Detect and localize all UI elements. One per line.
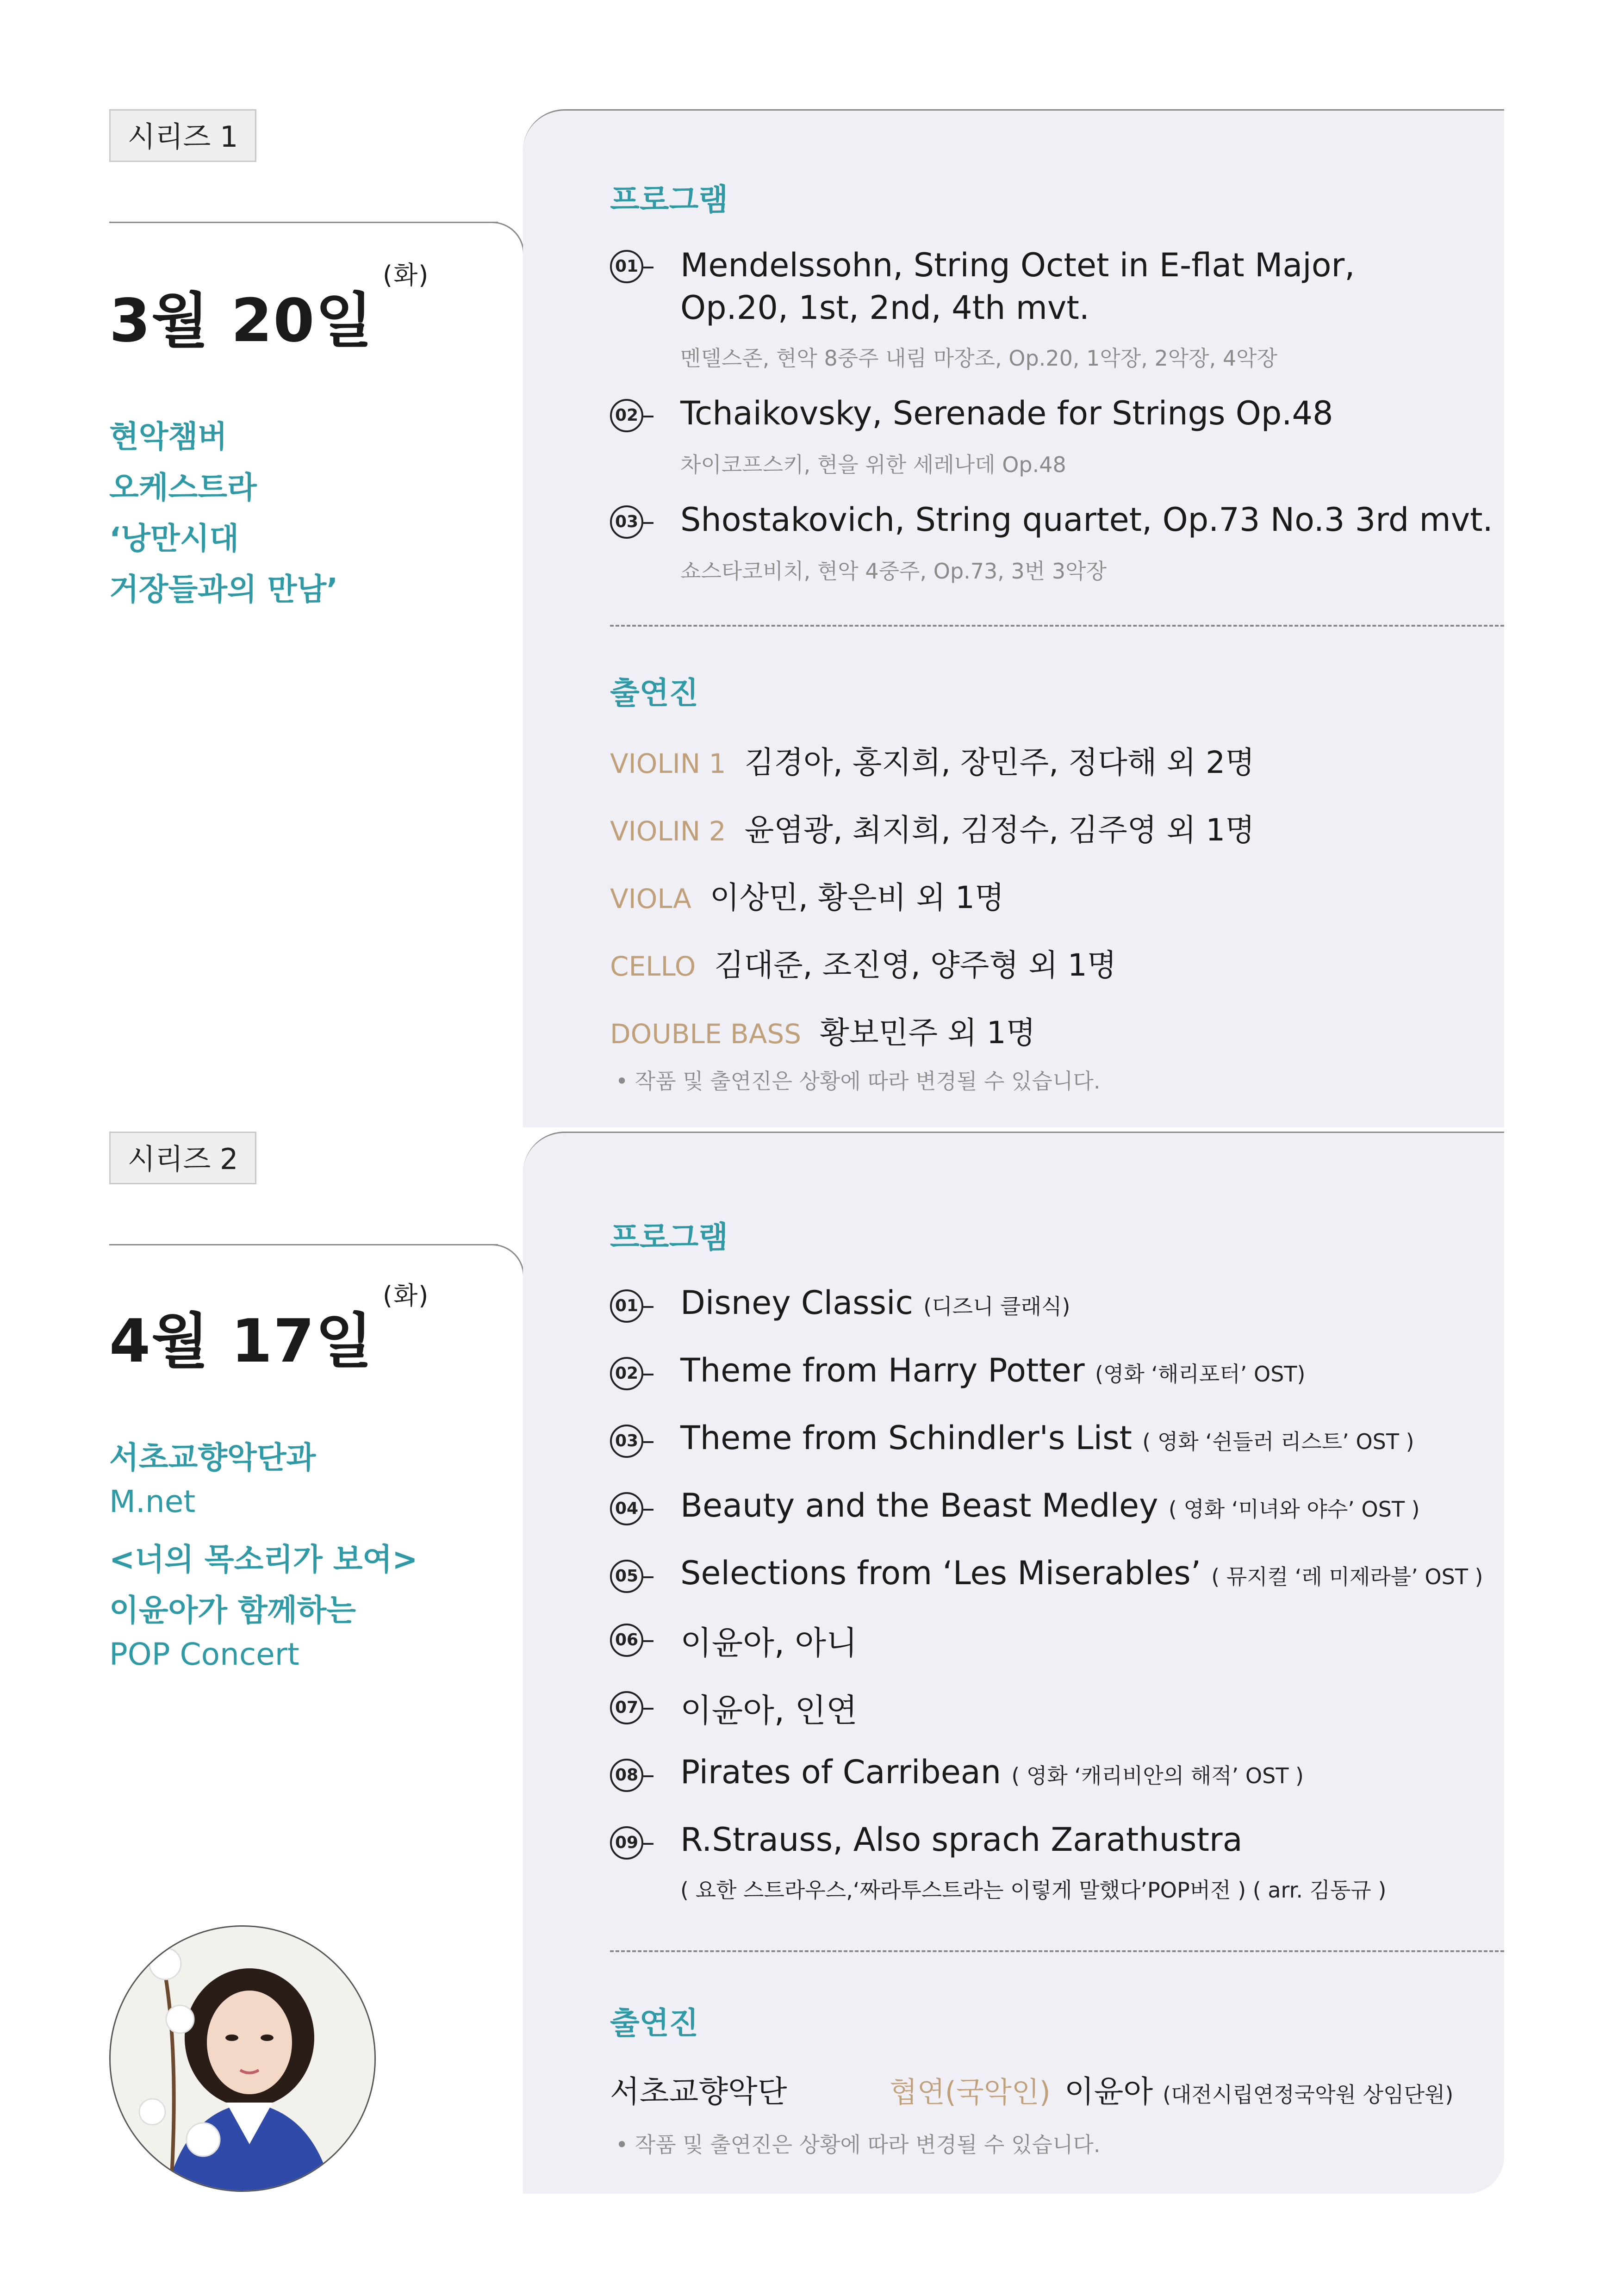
series2-title-line: <너의 목소리가 보여> — [109, 1542, 418, 1577]
series2-badge: 시리즈 2 — [109, 1132, 256, 1184]
performer-group: 서초교향악단 — [610, 2074, 787, 2109]
series2-performers-heading: 출연진 — [610, 2005, 699, 2041]
program-title: Mendelssohn, String Octet in E-flat Major, — [680, 246, 1355, 284]
divider-line — [109, 1244, 498, 1245]
program-number: 09 — [610, 1826, 643, 1860]
series1-performers-heading: 출연진 — [610, 675, 699, 711]
performer-role: VIOLIN 2 — [610, 815, 726, 847]
series1-program-heading: 프로그램 — [610, 182, 728, 218]
series2-title-line: 서초교향악단과 — [109, 1440, 316, 1475]
program-number: 04 — [610, 1492, 643, 1525]
series2-title-line: POP Concert — [109, 1636, 299, 1672]
series1-date: 3월 20일$^{(화)}$ — [109, 261, 429, 355]
program-number: 07 — [610, 1691, 643, 1724]
performer-row — [610, 873, 1004, 917]
program-subtitle: ( 요한 스트라우스,‘짜라투스트라는 이렇게 말했다’POP버전 ) ( arr. 김동규 ) — [680, 1878, 1387, 1903]
performer-row — [610, 940, 1117, 984]
series1-title-line: 오케스트라 — [109, 470, 257, 505]
program-number: 02 — [610, 399, 643, 432]
performer-role: CELLO — [610, 951, 696, 982]
performer-role: DOUBLE BASS — [610, 1018, 802, 1050]
featured-performer — [890, 2067, 1453, 2111]
portrait-illustration — [111, 1927, 376, 2192]
program-item: 이윤아, 아니 — [680, 1624, 858, 1662]
program-item: Selections from ‘Les Miserables’ ( 뮤지컬 ‘레 미제라블’ OST ) — [680, 1554, 1483, 1592]
performer-portrait — [109, 1925, 376, 2192]
performer-detail: (대전시립연정국악원 상임단원) — [1163, 2082, 1454, 2107]
series1-title-line: 거장들과의 만남’ — [109, 572, 338, 607]
program-number: 01 — [610, 1289, 643, 1323]
program-title: Op.20, 1st, 2nd, 4th mvt. — [680, 289, 1090, 327]
program-item: 이윤아, 인연 — [680, 1692, 858, 1730]
program-subtitle: 멘델스존, 현악 8중주 내림 마장조, Op.20, 1악장, 2악장, 4악장 — [680, 346, 1277, 371]
divider-corner — [492, 1244, 524, 1276]
dashed-divider — [610, 625, 1504, 627]
series1-badge: 시리즈 1 — [109, 109, 256, 162]
program-item: Beauty and the Beast Medley ( 영화 ‘미녀와 야수’ OST ) — [680, 1487, 1420, 1524]
divider-corner — [492, 222, 524, 254]
program-number: 03 — [610, 505, 643, 539]
program-subtitle: 쇼스타코비치, 현악 4중주, Op.73, 3번 3악장 — [680, 559, 1107, 584]
notice-text: • 작품 및 출연진은 상황에 따라 변경될 수 있습니다. — [616, 2132, 1101, 2157]
performer-row — [610, 738, 1255, 782]
performer-names: 이윤아 — [1064, 2074, 1153, 2109]
program-number: 03 — [610, 1425, 643, 1458]
program-number: 05 — [610, 1560, 643, 1593]
program-number: 01 — [610, 250, 643, 283]
series1-title-line: 현악챔버 — [109, 419, 228, 454]
series1-title-line: ‘낭만시대 — [109, 521, 239, 556]
dashed-divider — [610, 1950, 1504, 1952]
performer-row — [610, 1008, 1036, 1052]
performer-role: VIOLIN 1 — [610, 748, 726, 779]
program-title: Tchaikovsky, Serenade for Strings Op.48 — [680, 394, 1333, 432]
performer-row — [610, 805, 1255, 849]
performer-role: VIOLA — [610, 883, 691, 915]
program-number: 06 — [610, 1624, 643, 1657]
divider-line — [109, 222, 498, 223]
series2-date: 4월 17일$^{(화)}$ — [109, 1281, 429, 1376]
program-item: Pirates of Carribean ( 영화 ‘캐리비안의 해적’ OST ) — [680, 1753, 1304, 1791]
program-subtitle: 차이코프스키, 현을 위한 세레나데 Op.48 — [680, 452, 1066, 477]
program-number: 08 — [610, 1759, 643, 1792]
performer-names: 김대준, 조진영, 양주형 외 1명 — [714, 947, 1117, 983]
program-number: 02 — [610, 1357, 643, 1390]
series2-title-line: 이윤아가 함께하는 — [109, 1593, 356, 1628]
notice-text: • 작품 및 출연진은 상황에 따라 변경될 수 있습니다. — [616, 1069, 1101, 1094]
performer-names: 황보민주 외 1명 — [820, 1015, 1036, 1051]
program-title: Shostakovich, String quartet, Op.73 No.3 3rd mvt. — [680, 501, 1493, 539]
performer-role: 협연(국악인) — [890, 2075, 1051, 2109]
performer-names: 이상민, 황은비 외 1명 — [709, 880, 1004, 915]
program-item: R.Strauss, Also sprach Zarathustra — [680, 1821, 1243, 1859]
series2-program-heading: 프로그램 — [610, 1220, 728, 1255]
performer-names: 김경아, 홍지희, 장민주, 정다해 외 2명 — [744, 745, 1255, 780]
series2-title-line: M.net — [109, 1484, 196, 1519]
program-item: Theme from Harry Potter (영화 ‘해리포터’ OST) — [680, 1351, 1306, 1389]
program-item: Theme from Schindler's List ( 영화 ‘쉰들러 리스트’ OST ) — [680, 1419, 1414, 1457]
performer-names: 윤염광, 최지희, 김정수, 김주영 외 1명 — [744, 812, 1255, 848]
program-item: Disney Classic (디즈니 클래식) — [680, 1284, 1070, 1322]
